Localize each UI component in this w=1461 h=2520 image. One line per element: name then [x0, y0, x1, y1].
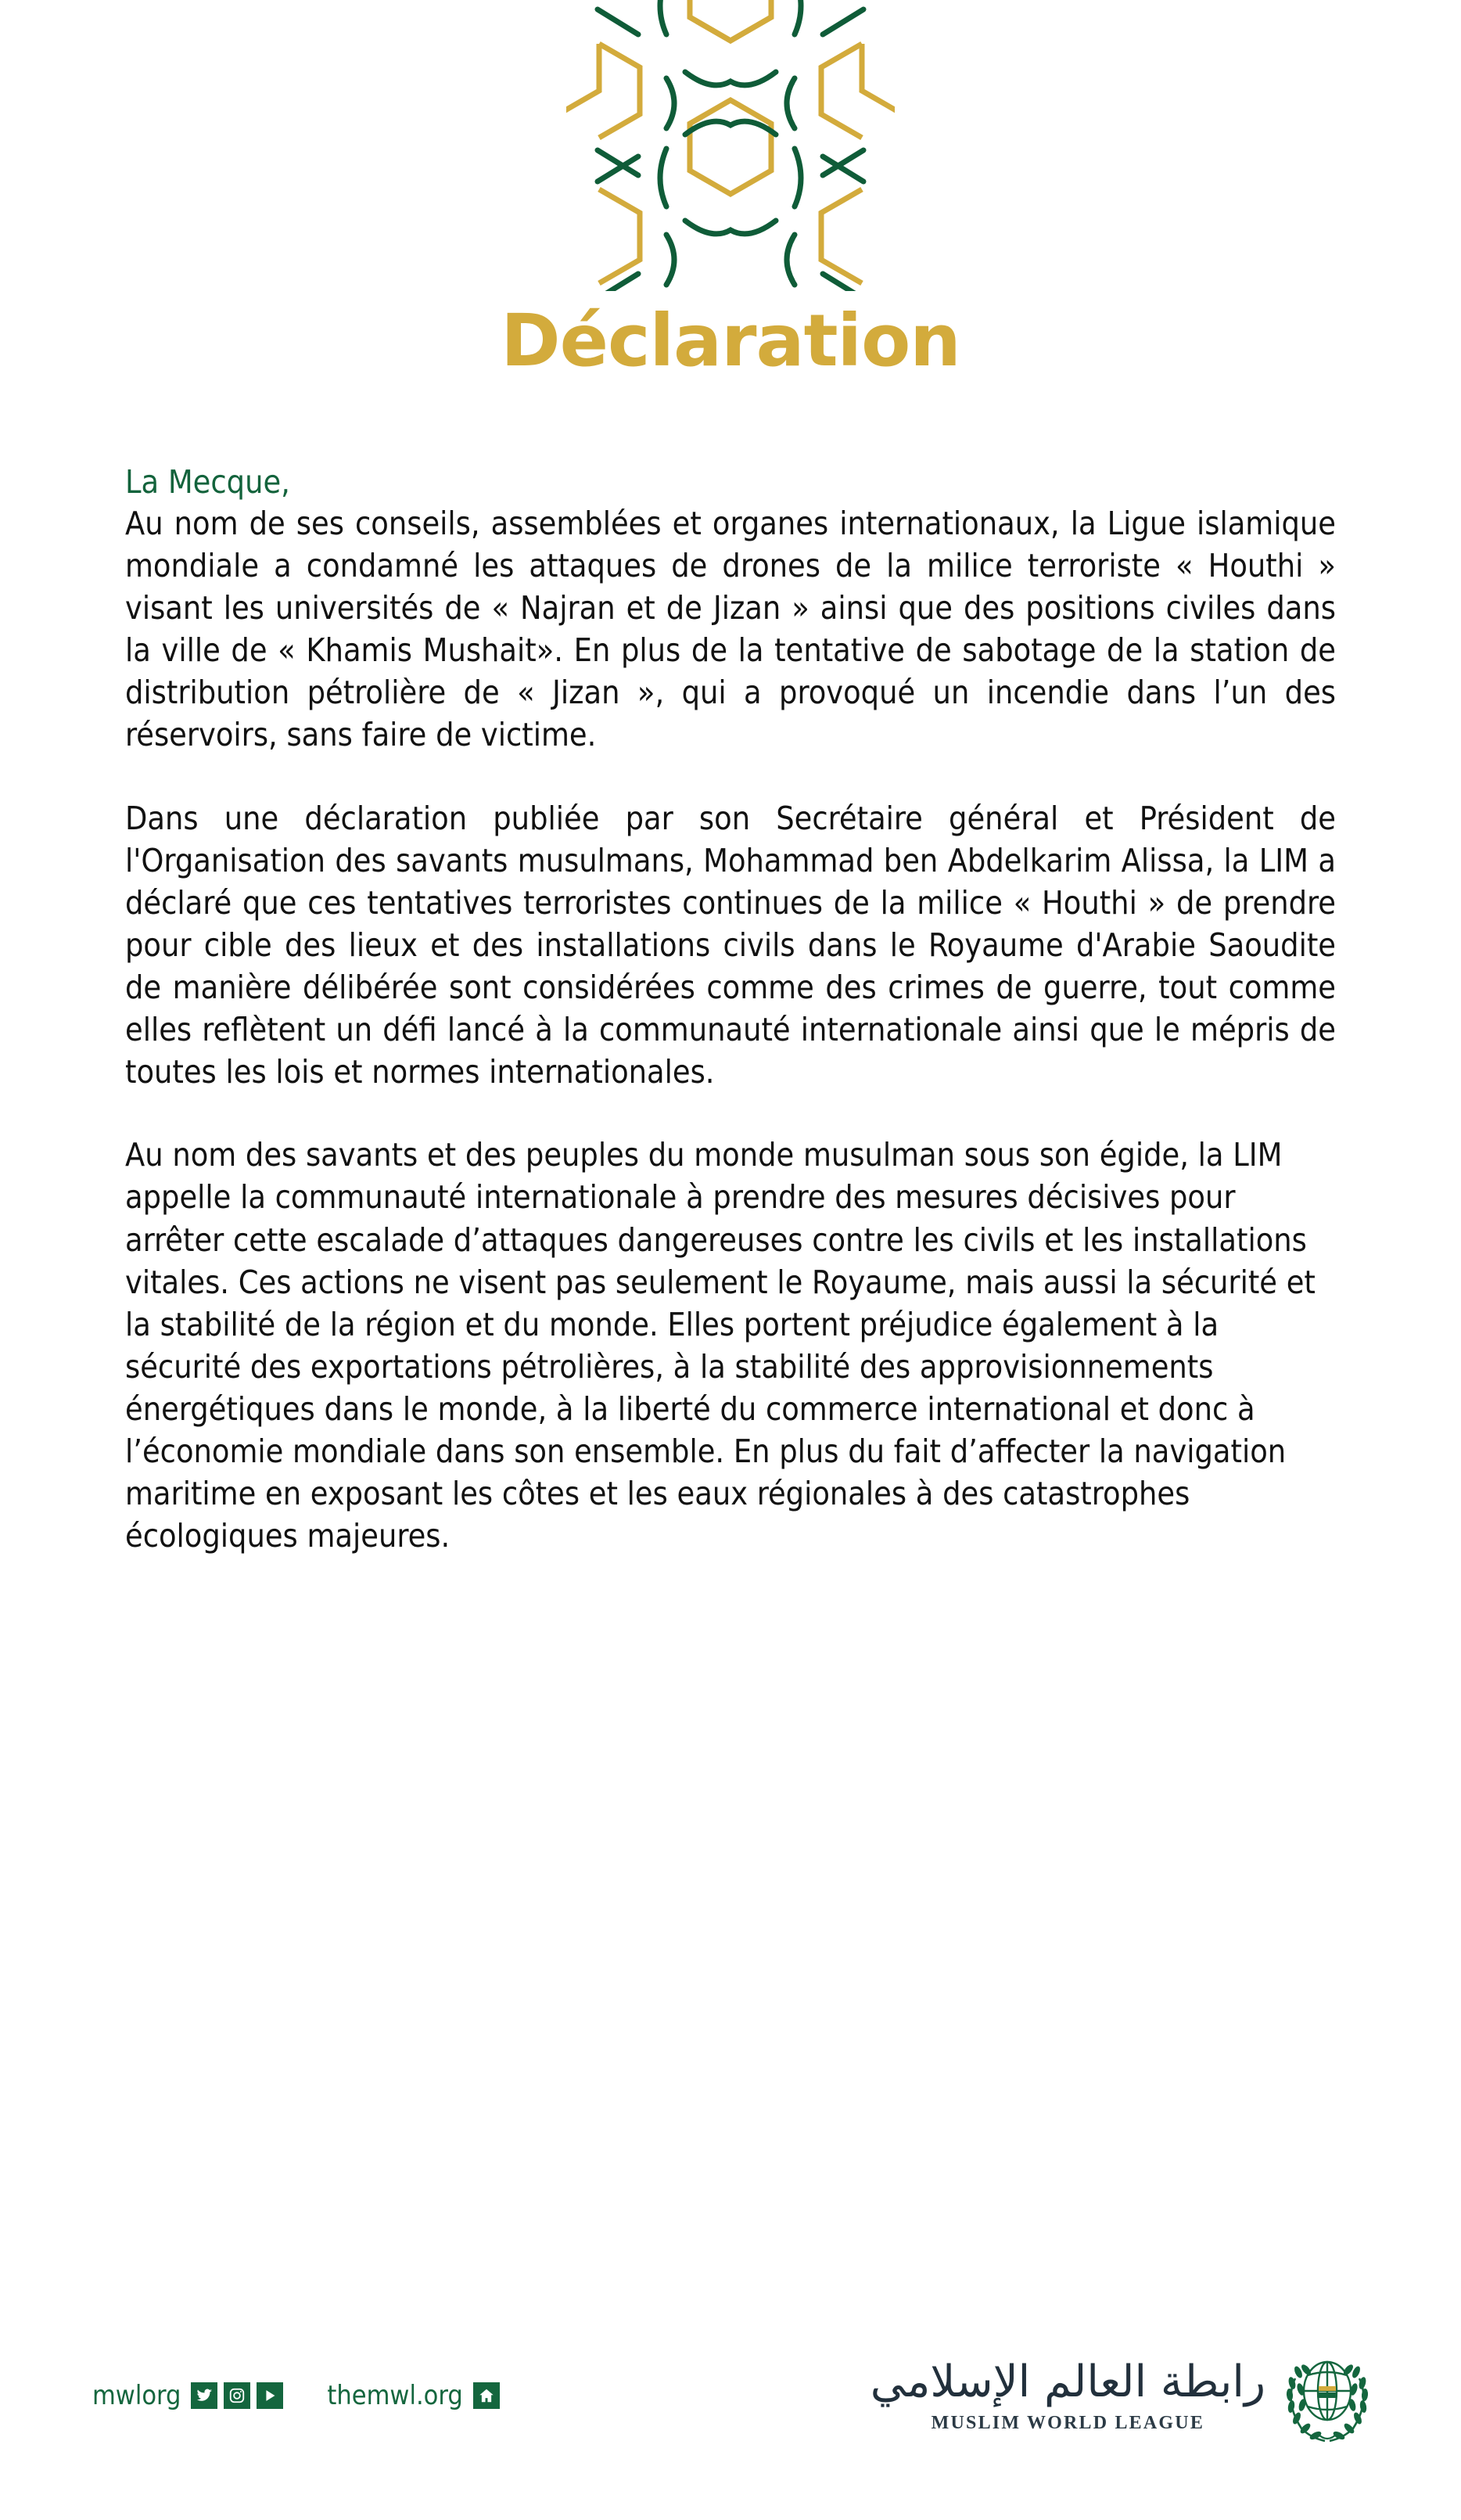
footer — [0, 2337, 1461, 2454]
social-handle-group — [92, 2380, 283, 2411]
page-title: Déclaration — [501, 299, 960, 383]
organization-logo — [870, 2344, 1375, 2447]
paragraph-3: Au nom des savants et des peuples du monde musulman sous son égide, la LIM appelle la communauté internationale à prendre des mesures décisives pour arrêter cette escalade d’attaques dangereuses contre les civils et les installations vitales. Ces actions ne visent pas seulement le Royaume, mais aussi la sécurité et la stabilité de la région et du monde. Elles portent préjudice également à la sécurité des exportations pétrolières, à la stabilité des approvisionnements énergétiques dans le monde, à la liberté du commerce international et donc à l’économie mondiale dans son ensemble. En plus du fait d’affecter la navigation maritime en exposant les côtes et les eaux régionales à des catastrophes écologiques majeures. — [125, 1136, 1316, 1555]
social-handle-label: mwlorg — [92, 2380, 181, 2411]
website-label: themwl.org — [327, 2380, 463, 2411]
twitter-icon[interactable] — [191, 2382, 217, 2409]
dateline: La Mecque, — [125, 463, 290, 501]
logo-english-name: MUSLIM WORLD LEAGUE — [931, 2412, 1205, 2433]
paragraph-2: Dans une déclaration publiée par son Secrétaire général et Président de l'Organisation des savants musulmans, Mohammad ben Abdelkarim Alissa, la LIM a déclaré que ces tentatives terroristes continues de la milice « Houthi » de prendre pour cible des lieux et des installations civils dans le Royaume d'Arabie Saoudite de manière délibérée sont considérées comme des crimes de guerre, tout comme elles reflètent un défi lancé à la communauté internationale ainsi que le mépris de toutes les lois et normes internationales. — [125, 799, 1336, 1091]
declaration-body — [0, 465, 1461, 1557]
islamic-geometric-pattern-icon — [566, 0, 895, 291]
youtube-play-icon[interactable] — [257, 2382, 283, 2409]
paragraph-1: Au nom de ses conseils, assemblées et organes internationaux, la Ligue islamique mondiale a condamné les attaques de drones de la milice terroriste « Houthi » visant les universités de « Najran et de Jizan » ainsi que des positions civiles dans la ville de « Khamis Mushait». En plus de la tentative de sabotage de la station de distribution pétrolière de « Jizan », qui a provoqué un incendie dans l’un des réservoirs, sans faire de victime. — [125, 504, 1336, 754]
globe-laurel-emblem-icon — [1280, 2344, 1375, 2447]
website-group — [327, 2380, 499, 2411]
home-icon[interactable] — [473, 2382, 500, 2409]
page-title-wrapper — [0, 299, 1461, 383]
logo-arabic-name: رابطة العالم الإسلامي — [870, 2356, 1265, 2408]
logo-wordmark — [870, 2357, 1265, 2433]
footer-social-area — [92, 2380, 500, 2411]
header-ornament — [0, 0, 1461, 291]
instagram-icon[interactable] — [224, 2382, 250, 2409]
